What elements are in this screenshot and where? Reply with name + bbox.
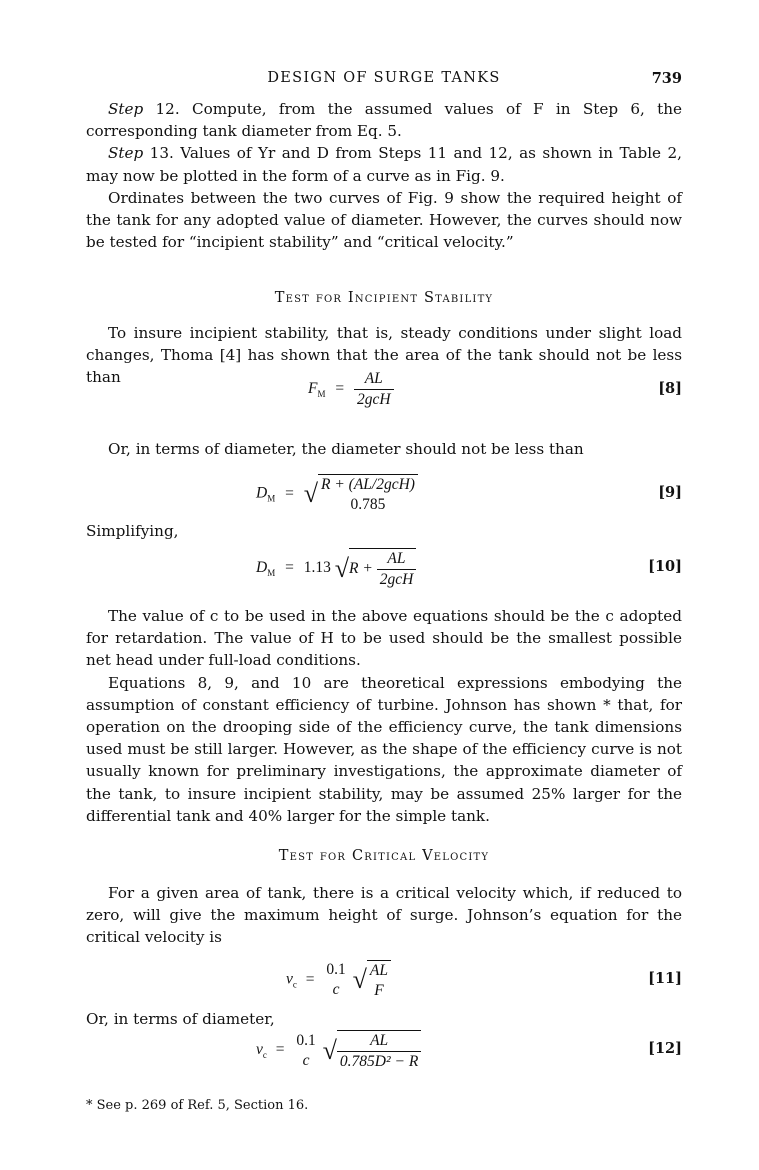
equation-12 xyxy=(86,1030,682,1070)
diameter-intro-block xyxy=(86,438,682,460)
radical-sign: √ xyxy=(303,479,318,508)
equation-9 xyxy=(86,474,682,514)
step-13-text: Values of Yr and D from Steps 11 and 12, as shown in Table 2, may now be plotted in the form of a curve as in Fig. 9. xyxy=(86,144,682,185)
equation-8 xyxy=(86,370,682,410)
equation-12-tag: [12] xyxy=(648,1040,682,1057)
equation-8-expression: $F_M$ = $\frac{AL}{\text{2gcH}}$ xyxy=(308,370,394,409)
equation-10-tag: [10] xyxy=(648,558,682,575)
step-12-number: 12. xyxy=(143,100,180,118)
equation-11-tag: [11] xyxy=(648,970,682,987)
footnote: * See p. 269 of Ref. 5, Section 16. xyxy=(86,1098,309,1113)
equation-9-expression: $D_M$ = √ R + (AL/2gcH) 0.785 xyxy=(256,474,418,514)
c-value-paragraph: The value of c to be used in the above equations should be the c adopted for retardation. The value of H to be used should be the smallest possible net head under full-load conditions. xyxy=(86,607,682,670)
or-diameter-label: Or, in terms of diameter, xyxy=(86,1010,275,1028)
heading-critical-velocity: Test for Critical Velocity xyxy=(278,848,490,864)
discussion-block xyxy=(86,605,682,827)
step-12-paragraph xyxy=(86,98,682,142)
ordinates-paragraph: Ordinates between the two curves of Fig. 9 show the required height of the tank for any adopted value of diameter. However, the curves should now be tested for “incipient stability” and “critical velocity.” xyxy=(86,188,682,252)
radical-sign: √ xyxy=(334,553,349,583)
equation-11-expression: $v_c$ = 0.1 c √ AL F xyxy=(286,960,391,1000)
critical-intro-block xyxy=(86,882,682,949)
radical-sign: √ xyxy=(322,1035,337,1065)
equation-11 xyxy=(86,960,682,1000)
step-13-number: 13. xyxy=(143,144,174,163)
equation-10-expression: $D_M = 1.13$ √R + $\frac{AL}{\text{2gcH}}$ xyxy=(256,548,416,589)
step-13-label: Step xyxy=(108,144,144,163)
stability-intro-paragraph: To insure incipient stability, that is, steady conditions under slight load changes, Thoma [4] has shown that the area of the tank should not be less than xyxy=(86,324,682,387)
running-title: DESIGN OF SURGE TANKS xyxy=(267,70,501,86)
step-12-text: Compute, from the assumed values of F in Step 6, the corresponding tank diameter from Eq. 5. xyxy=(86,100,683,141)
simplifying-label: Simplifying, xyxy=(86,522,179,540)
equation-12-expression: $v_c$ = 0.1 c √ $\frac{AL}{\text{0.785D² − R}}$ xyxy=(256,1030,421,1071)
diameter-intro-paragraph: Or, in terms of diameter, the diameter should not be less than xyxy=(108,440,584,458)
heading-incipient-stability: Test for Incipient Stability xyxy=(274,290,494,306)
equation-9-tag: [9] xyxy=(658,484,682,501)
equation-10 xyxy=(86,548,682,588)
equation-8-tag: [8] xyxy=(658,380,682,397)
steps-block xyxy=(86,98,682,253)
equations-note-paragraph: Equations 8, 9, and 10 are theoretical expressions embodying the assumption of constant efficiency of turbine. Johnson has shown * that, for operation on the drooping side of the efficiency curve, the tank dimensions used must be still larger. However, as the shape of the efficiency curve is not usually known for preliminary investigations, the approximate diameter of the tank, to insure incipient stability, may be assumed 25% larger for the differential tank and 40% larger for the simple tank. xyxy=(86,673,682,825)
page-number: 739 xyxy=(651,70,682,87)
running-head xyxy=(86,70,682,90)
radical-sign: √ xyxy=(352,965,367,994)
critical-intro-paragraph: For a given area of tank, there is a critical velocity which, if reduced to zero, will give the maximum height of surge. Johnson’s equation for the critical velocity is xyxy=(86,884,682,947)
step-12-label: Step xyxy=(108,100,144,118)
step-13-paragraph xyxy=(86,142,682,186)
